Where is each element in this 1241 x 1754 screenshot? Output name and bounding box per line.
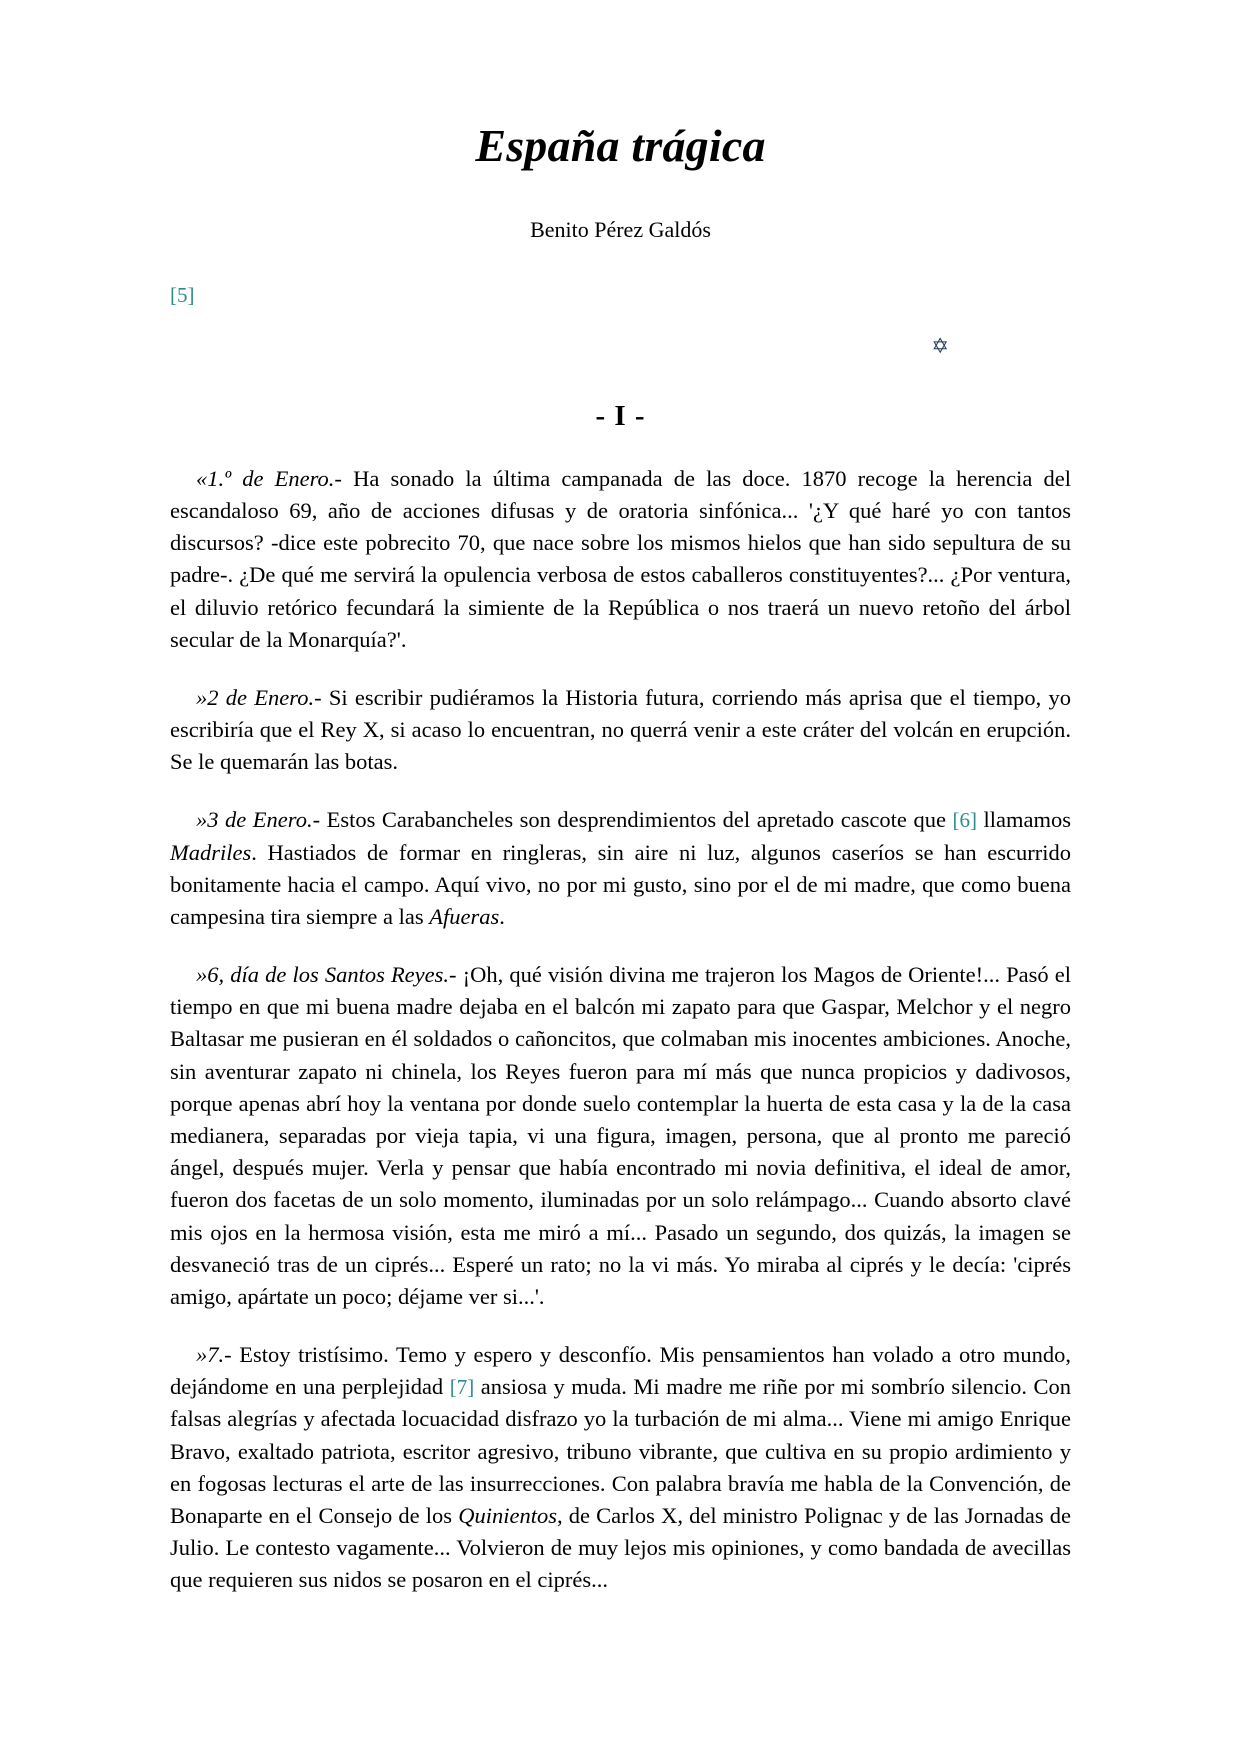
paragraph-3-date-lead: »3 de Enero.	[196, 807, 313, 833]
page-marker-first-container	[170, 282, 1071, 307]
paragraph-5-date-lead: »7.	[196, 1342, 225, 1368]
paragraph-3-text-part-1: - Estos Carabancheles son desprendimientos del apretado cascote que	[312, 807, 953, 833]
author-byline: Benito Pérez Galdós	[530, 216, 711, 242]
paragraph-3-text-part-3: . Hastiados de formar en ringleras, sin aire ni luz, algunos caseríos se han escurrido bonitamente hacia el campo. Aquí vivo, no por mi gusto, sino por el de mi madre, que como buena campesina tira siempre a las	[170, 839, 1071, 929]
paragraph-5-dia-7	[170, 1339, 1071, 1596]
page-marker-5[interactable]: [5]	[170, 282, 195, 307]
page-marker-7[interactable]: [7]	[449, 1375, 475, 1400]
paragraph-1-enero	[170, 463, 1071, 656]
body-text	[170, 463, 1071, 1597]
ornament-row	[170, 333, 1071, 362]
paragraph-5-emphasis-quinientos: Quinientos	[458, 1502, 557, 1528]
paragraph-2-enero	[170, 682, 1071, 779]
paragraph-3-enero	[170, 804, 1071, 933]
page-title: España trágica	[475, 120, 766, 171]
section-heading-chapter-1: - I -	[595, 399, 646, 432]
paragraph-3-text-part-2: llamamos	[976, 807, 1071, 833]
page-marker-6[interactable]: [6]	[952, 808, 977, 833]
paragraph-4-santos-reyes	[170, 959, 1071, 1313]
six-pointed-star-icon: ✡	[931, 333, 949, 358]
paragraph-2-date-lead: »2 de Enero.	[196, 684, 315, 710]
paragraph-5-text-part-3: , de Carlos X, del ministro Polignac y de las Jornadas de Julio. Le contesto vagamente... Volvieron de muy lejos mis opiniones, y como bandada de avecillas que requieren sus nidos se posaron en el ciprés...	[170, 1502, 1072, 1593]
paragraph-4-text: - ¡Oh, qué visión divina me trajeron los Magos de Oriente!... Pasó el tiempo en que mi buena madre dejaba en el balcón mi zapato para que Gaspar, Melchor y el negro Baltasar me pusieran en él soldados o cañoncitos, que colmaban mis inocentes ambiciones. Anoche, sin aventurar zapato ni chinela, los Reyes fueron para mí más que nunca propicios y dadivosos, porque apenas abrí hoy la ventana por donde suelo contemplar la huerta de esta casa y la de la casa medianera, separadas por vieja tapia, vi una figura, imagen, persona, que al pronto me pareció ángel, después mujer. Verla y pensar que había encontrado mi novia definitiva, el ideal de amor, fueron dos facetas de un solo momento, iluminadas por un solo relámpago... Cuando absorto clavé mis ojos en la hermosa visión, esta me miró a mí... Pasado un segundo, dos quizás, la imagen se desvaneció tras de un ciprés... Esperé un rato; no la vi más. Yo miraba al ciprés y le decía: 'ciprés amigo, apártate un poco; déjame ver si...'.	[170, 962, 1071, 1309]
paragraph-1-date-lead: «1.º de Enero.	[196, 465, 335, 491]
paragraph-5-text-part-1: - Estoy tristísimo. Temo y espero y desconfío. Mis pensamientos han volado a otro mundo, dejándome en una perplejidad	[170, 1342, 1071, 1400]
paragraph-3-text-part-4: .	[499, 903, 505, 929]
paragraph-5-text-part-2: ansiosa y muda. Mi madre me riñe por mi sombrío silencio. Con falsas alegrías y afectada locuacidad disfrazo yo la turbación de mi alma... Viene mi amigo Enrique Bravo, exaltado patriota, escritor agresivo, tribuno vibrante, que cultiva en su propio ardimiento y en fogosas lecturas el arte de las insurrecciones. Con palabra bravía me habla de la Convención, de Bonaparte en el Consejo de los	[170, 1374, 1071, 1528]
paragraph-3-emphasis-madriles: Madriles	[170, 839, 252, 865]
paragraph-3-emphasis-afueras: Afueras	[429, 903, 500, 929]
paragraph-1-text: - Ha sonado la última campanada de las doce. 1870 recoge la herencia del escandaloso 69, año de acciones difusas y de oratoria sinfónica... '¿Y qué haré yo con tantos discursos? -dice este pobrecito 70, que nace sobre los mismos hielos que han sido sepultura de su padre-. ¿De qué me servirá la opulencia verbosa de estos caballeros constituyentes?... ¿Por ventura, el diluvio retórico fecundará la simiente de la República o nos traerá un nuevo retoño del árbol secular de la Monarquía?'.	[170, 465, 1071, 652]
paragraph-2-text: - Si escribir pudiéramos la Historia futura, corriendo más aprisa que el tiempo, yo escribiría que el Rey X, si acaso lo encuentran, no querrá venir a este cráter del volcán en erupción. Se le quemarán las botas.	[170, 684, 1071, 775]
paragraph-4-date-lead: »6, día de los Santos Reyes.	[196, 962, 450, 988]
